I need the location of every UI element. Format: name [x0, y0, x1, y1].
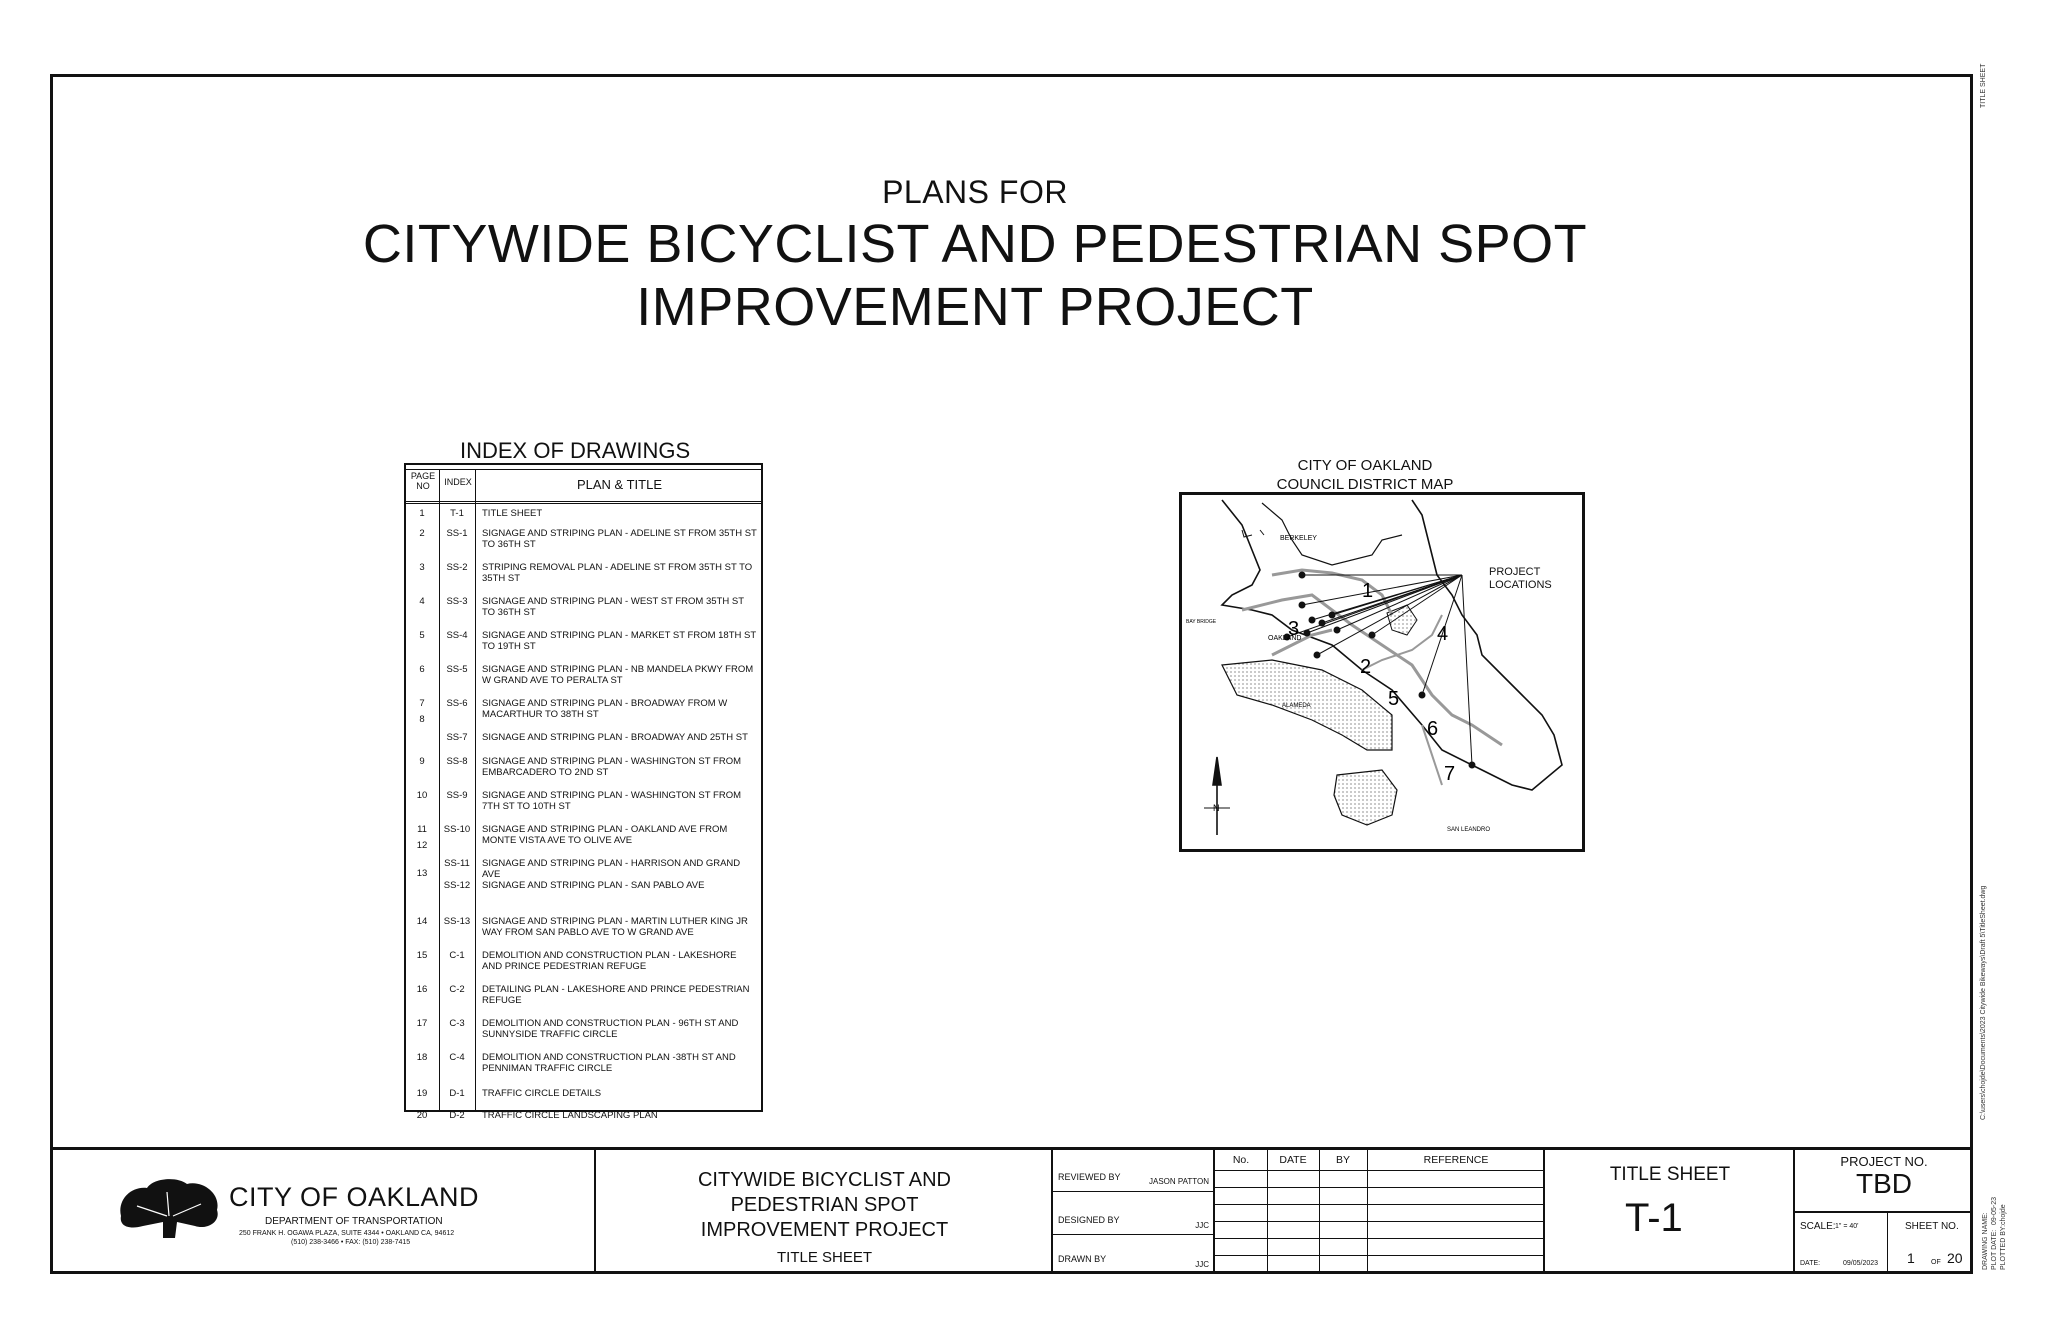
- rev-row-2: [1215, 1187, 1543, 1188]
- sheet-number: 1: [1907, 1250, 1915, 1266]
- index-row-page: 18: [416, 1052, 428, 1063]
- index-row-page: 12: [416, 840, 428, 851]
- map-title-line2: COUNCIL DISTRICT MAP: [1276, 476, 1454, 493]
- project-name-cell: [596, 1150, 1053, 1271]
- index-row-title: DEMOLITION AND CONSTRUCTION PLAN -38TH ST AND PENNIMAN TRAFFIC CIRCLE: [482, 1052, 736, 1074]
- index-row-title: SIGNAGE AND STRIPING PLAN - SAN PABLO AVE: [482, 880, 705, 891]
- project-name-line3: IMPROVEMENT PROJECT: [700, 1219, 949, 1241]
- index-header-index: INDEX: [444, 477, 472, 487]
- district-1: 1: [1362, 580, 1374, 602]
- index-row-title: SIGNAGE AND STRIPING PLAN - HARRISON AND GRAND AVE: [482, 858, 741, 880]
- scale-sheet-divider: [1887, 1211, 1888, 1271]
- index-row-title: SIGNAGE AND STRIPING PLAN - NB MANDELA PKWY FROM W GRAND AVE TO PERALTA ST: [482, 664, 754, 686]
- reviewed-by-value: JASON PATTON: [1148, 1177, 1209, 1186]
- signoff-cell: [1053, 1150, 1215, 1271]
- index-row-code: SS-6: [446, 698, 468, 709]
- district-5: 5: [1388, 688, 1400, 710]
- org-cell: [53, 1150, 596, 1271]
- plot-date-label: PLOT DATE:: [1991, 1229, 1998, 1270]
- index-row-code: SS-5: [446, 664, 468, 675]
- label-bay-bridge: BAY BRIDGE: [1186, 619, 1217, 625]
- index-row-page: 8: [419, 714, 425, 725]
- project-locations-line2: LOCATIONS: [1489, 579, 1552, 591]
- index-row-page: 15: [416, 950, 428, 961]
- index-row-code: SS-10: [443, 824, 471, 835]
- rev-header-reference: REFERENCE: [1423, 1154, 1489, 1166]
- sheet-no-label: SHEET NO.: [1905, 1221, 1959, 1232]
- north-arrow-label: N: [1213, 803, 1220, 813]
- index-row-page: 9: [419, 756, 425, 767]
- scale-label: SCALE:: [1800, 1221, 1836, 1232]
- district-3: 3: [1288, 618, 1300, 640]
- index-row-page: 20: [416, 1110, 428, 1121]
- index-row-code: SS-2: [446, 562, 468, 573]
- district-7: 7: [1444, 763, 1456, 785]
- address: 250 FRANK H. OGAWA PLAZA, SUITE 4344 • OAKLAND CA, 94612: [239, 1230, 455, 1237]
- project-no-label: PROJECT NO.: [1840, 1154, 1928, 1169]
- plans-for-heading: PLANS FOR: [882, 174, 1068, 210]
- index-title: INDEX OF DRAWINGS: [460, 438, 691, 463]
- index-row-code: SS-3: [446, 596, 468, 607]
- index-row-page: 1: [419, 508, 425, 519]
- map-title: [1180, 456, 1550, 494]
- index-row-code: T-1: [450, 508, 464, 519]
- corner-sheet-label: TITLE SHEET: [1980, 63, 1987, 108]
- reviewed-by-label: REVIEWED BY: [1058, 1172, 1121, 1182]
- signoff-divider-1: [1053, 1191, 1213, 1192]
- index-row-page: 19: [416, 1088, 428, 1099]
- index-row-title: SIGNAGE AND STRIPING PLAN - WASHINGTON ST FROM EMBARCADERO TO 2ND ST: [482, 756, 741, 778]
- index-row-title: SIGNAGE AND STRIPING PLAN - WASHINGTON ST FROM 7TH ST TO 10TH ST: [482, 790, 741, 812]
- index-row-page: 16: [416, 984, 428, 995]
- index-row-title: DEMOLITION AND CONSTRUCTION PLAN - 96TH ST AND SUNNYSIDE TRAFFIC CIRCLE: [482, 1018, 739, 1040]
- index-row-title: SIGNAGE AND STRIPING PLAN - MARTIN LUTHER KING JR WAY FROM SAN PABLO AVE TO W GRAND AVE: [482, 916, 748, 938]
- drawn-by-label: DRAWN BY: [1058, 1254, 1107, 1264]
- index-row-page: 11: [417, 824, 427, 835]
- project-locations-line1: PROJECT: [1489, 566, 1541, 578]
- drawing-file-path: C:\users\chojde\Documents\2023 Citywide Bikeways\Draft 5\TitleSheet.dwg: [1980, 885, 1987, 1120]
- index-row-page: 17: [416, 1018, 428, 1029]
- index-row-page: 3: [419, 562, 425, 573]
- district-4: 4: [1437, 623, 1449, 645]
- scale-value: 1" = 40': [1835, 1223, 1859, 1230]
- sheet-total: 20: [1947, 1250, 1963, 1266]
- index-row-code: SS-9: [446, 790, 468, 801]
- index-header-page: PAGE NO: [410, 471, 436, 491]
- rev-col-2: [1319, 1150, 1320, 1271]
- index-row-title: SIGNAGE AND STRIPING PLAN - OAKLAND AVE FROM MONTE VISTA AVE TO OLIVE AVE: [482, 824, 728, 846]
- index-row-code: SS-7: [446, 732, 468, 743]
- index-row-title: SIGNAGE AND STRIPING PLAN - BROADWAY FROM W MACARTHUR TO 38TH ST: [482, 698, 728, 720]
- sheet-label: TITLE SHEET: [776, 1249, 873, 1266]
- rev-header-by: BY: [1335, 1154, 1350, 1166]
- revision-table: [1215, 1150, 1545, 1271]
- index-row-code: SS-8: [446, 756, 468, 767]
- rev-row-4: [1215, 1221, 1543, 1222]
- sheet-code: T-1: [1625, 1196, 1683, 1240]
- drawing-name-label: DRAWING NAME:: [1982, 1212, 1989, 1270]
- title-block: [50, 1147, 1973, 1274]
- project-locations-label: [1489, 566, 1552, 592]
- index-row-title: TRAFFIC CIRCLE DETAILS: [482, 1088, 602, 1099]
- index-row-code: SS-1: [446, 528, 468, 539]
- label-alameda: ALAMEDA: [1282, 703, 1311, 709]
- oak-tree-logo-icon: [117, 1176, 221, 1242]
- index-row-title: SIGNAGE AND STRIPING PLAN - MARKET ST FROM 18TH ST TO 19TH ST: [482, 630, 756, 652]
- plotted-by-label: PLOTTED BY:: [2000, 1224, 2007, 1270]
- org-name: CITY OF OAKLAND: [229, 1182, 480, 1212]
- project-no-divider: [1795, 1211, 1973, 1213]
- index-row-code: SS-12: [443, 880, 471, 891]
- rev-row-6: [1215, 1255, 1543, 1256]
- rev-col-3: [1367, 1150, 1368, 1271]
- index-row-page: 4: [419, 596, 425, 607]
- plot-date-value: 09-05-23: [1991, 1196, 1998, 1225]
- index-row-page: 14: [416, 916, 428, 927]
- index-row-title: SIGNAGE AND STRIPING PLAN - BROADWAY AND 25TH ST: [482, 732, 748, 743]
- rev-col-1: [1267, 1150, 1268, 1271]
- rev-row-3: [1215, 1204, 1543, 1205]
- index-row-code: C-1: [449, 950, 465, 961]
- index-row-page: 2: [419, 528, 425, 539]
- project-title-line1: CITYWIDE BICYCLIST AND PEDESTRIAN SPOT: [362, 214, 1588, 274]
- designed-by-value: JJC: [1195, 1221, 1209, 1230]
- sheet-title-cell: [1545, 1150, 1795, 1271]
- index-row-page: 13: [416, 868, 428, 879]
- date-label: DATE:: [1800, 1260, 1821, 1267]
- index-row-title: STRIPING REMOVAL PLAN - ADELINE ST FROM 35TH ST TO 35TH ST: [482, 562, 753, 584]
- district-map-svg: [1182, 495, 1585, 852]
- rev-header-no: No.: [1232, 1154, 1250, 1166]
- index-col-divider-2: [475, 469, 476, 1110]
- index-row-code: SS-4: [446, 630, 468, 641]
- index-row-code: C-2: [449, 984, 465, 995]
- phone: (510) 238-3466 • FAX: (510) 238-7415: [291, 1239, 411, 1246]
- project-no-value: TBD: [1856, 1168, 1912, 1199]
- index-row-code: C-4: [449, 1052, 465, 1063]
- district-6: 6: [1427, 718, 1439, 740]
- department: DEPARTMENT OF TRANSPORTATION: [265, 1216, 443, 1227]
- index-row-page: 10: [416, 790, 428, 801]
- plotted-by-value: chojde: [2000, 1204, 2007, 1225]
- index-row-page: 5: [419, 630, 425, 641]
- index-row-code: SS-13: [443, 916, 471, 927]
- rev-row-1: [1215, 1170, 1543, 1171]
- label-berkeley: BERKELEY: [1280, 535, 1317, 542]
- project-number-cell: [1795, 1150, 1973, 1271]
- district-2: 2: [1360, 656, 1372, 678]
- signoff-divider-2: [1053, 1234, 1213, 1235]
- sheet-title: TITLE SHEET: [1609, 1164, 1731, 1185]
- index-row-title: TITLE SHEET: [482, 508, 543, 519]
- of-label: OF: [1931, 1259, 1941, 1266]
- index-row-code: SS-11: [444, 858, 470, 869]
- index-row-code: D-2: [449, 1110, 465, 1121]
- index-of-drawings-table: [404, 463, 763, 1121]
- index-row-page: 6: [419, 664, 425, 675]
- drawn-by-value: JJC: [1195, 1260, 1209, 1269]
- project-name-line1: CITYWIDE BICYCLIST AND: [697, 1169, 951, 1191]
- index-row-title: SIGNAGE AND STRIPING PLAN - ADELINE ST FROM 35TH ST TO 36TH ST: [482, 528, 757, 550]
- index-row-title: DEMOLITION AND CONSTRUCTION PLAN - LAKESHORE AND PRINCE PEDESTRIAN REFUGE: [482, 950, 737, 972]
- map-title-line1: CITY OF OAKLAND: [1297, 457, 1433, 474]
- council-district-map: [1179, 492, 1585, 852]
- project-title-line2: IMPROVEMENT PROJECT: [636, 277, 1314, 337]
- index-row-code: C-3: [449, 1018, 465, 1029]
- label-san-leandro: SAN LEANDRO: [1447, 827, 1491, 833]
- date-value: 09/05/2023: [1843, 1260, 1879, 1267]
- index-row-page: 7: [419, 698, 425, 709]
- project-name-line2: PEDESTRIAN SPOT: [730, 1194, 919, 1216]
- index-row-code: D-1: [449, 1088, 465, 1099]
- rev-header-date: DATE: [1279, 1154, 1307, 1166]
- designed-by-label: DESIGNED BY: [1058, 1215, 1120, 1225]
- index-row-title: SIGNAGE AND STRIPING PLAN - WEST ST FROM 35TH ST TO 36TH ST: [482, 596, 744, 618]
- index-row-title: DETAILING PLAN - LAKESHORE AND PRINCE PEDESTRIAN REFUGE: [482, 984, 750, 1006]
- rev-row-5: [1215, 1238, 1543, 1239]
- index-header-title: PLAN & TITLE: [576, 477, 662, 492]
- index-row-title: TRAFFIC CIRCLE LANDSCAPING PLAN: [482, 1110, 658, 1121]
- label-oakland: OAKLAND: [1268, 635, 1302, 642]
